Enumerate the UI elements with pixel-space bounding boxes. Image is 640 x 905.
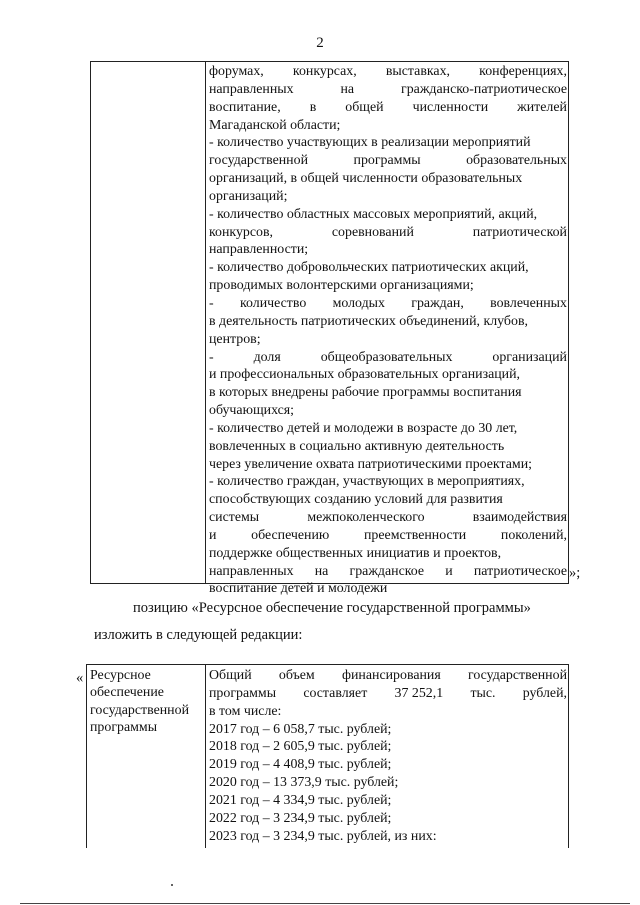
text-word: воспитание, bbox=[209, 99, 281, 115]
text-word: проводимых волонтерскими организациями; bbox=[209, 278, 474, 294]
text-word: вовлеченных bbox=[490, 295, 567, 311]
text-word: преемственности bbox=[364, 527, 467, 543]
text-word: доля bbox=[253, 349, 281, 365]
text-word: конкурсах, bbox=[292, 64, 357, 79]
text-word: и bbox=[209, 527, 217, 543]
text-line bbox=[209, 738, 567, 756]
text-word: через увеличение охвата патриотическими проектами; bbox=[209, 456, 532, 472]
text-word: - количество детей и молодежи в возрасте до 30 лет, bbox=[209, 420, 518, 436]
resources-table-right-border bbox=[568, 664, 569, 848]
text-word: патриотической bbox=[472, 224, 567, 240]
text-line bbox=[209, 152, 567, 170]
text-line bbox=[209, 206, 567, 224]
text-line bbox=[209, 703, 567, 721]
text-line: государственной bbox=[90, 702, 189, 718]
text-line: Ресурсное bbox=[90, 668, 151, 683]
text-line bbox=[209, 134, 567, 152]
text-word: общеобразовательных bbox=[320, 349, 453, 365]
text-word: 2022 год – 3 234,9 тыс. рублей; bbox=[209, 810, 392, 826]
text-word: организаций; bbox=[209, 188, 288, 204]
text-word: и bbox=[445, 563, 453, 579]
text-word: форумах, bbox=[209, 64, 264, 79]
text-word: в bbox=[309, 99, 317, 115]
text-word: в которых внедрены рабочие программы воспитания bbox=[209, 385, 522, 401]
text-word: способствующих созданию условий для развития bbox=[209, 492, 503, 508]
paragraph-line-2: изложить в следующей редакции: bbox=[94, 627, 303, 643]
text-word: межпоколенческого bbox=[307, 510, 425, 526]
text-word: выставках, bbox=[385, 64, 451, 79]
text-word: организаций bbox=[492, 349, 567, 365]
text-line bbox=[209, 792, 567, 810]
resources-table-divider bbox=[205, 664, 206, 848]
text-word: 2021 год – 4 334,9 тыс. рублей; bbox=[209, 792, 392, 808]
text-line bbox=[209, 366, 567, 384]
text-word: программы bbox=[353, 153, 421, 169]
text-line bbox=[209, 491, 567, 509]
text-line bbox=[209, 259, 567, 277]
text-word: 2019 год – 4 408,9 тыс. рублей; bbox=[209, 757, 392, 773]
text-word: патриотическое bbox=[473, 563, 567, 579]
resources-table-top-border bbox=[86, 664, 569, 665]
text-word: в деятельность патриотических объединений, клубов, bbox=[209, 313, 528, 329]
text-line bbox=[209, 295, 567, 313]
text-word: на bbox=[314, 563, 329, 579]
text-line bbox=[209, 667, 567, 685]
text-line bbox=[209, 473, 567, 491]
text-line bbox=[209, 545, 567, 563]
text-line: обеспечение bbox=[90, 685, 164, 701]
text-word: программы bbox=[209, 685, 277, 701]
text-line bbox=[209, 188, 567, 206]
page-bottom-rule bbox=[20, 903, 630, 904]
indicators-table-divider bbox=[205, 61, 206, 584]
text-word: тыс. bbox=[470, 685, 496, 701]
text-word: соревнований bbox=[331, 224, 414, 240]
text-word: государственной bbox=[468, 668, 567, 683]
text-word: 2020 год – 13 373,9 тыс. рублей; bbox=[209, 775, 399, 791]
text-word: конференциях, bbox=[479, 64, 567, 79]
text-line bbox=[209, 456, 567, 474]
text-line bbox=[209, 527, 567, 545]
text-line bbox=[209, 241, 567, 259]
text-line bbox=[209, 349, 567, 367]
text-word: организаций, в общей численности образовательных bbox=[209, 171, 523, 187]
closing-quote: »; bbox=[569, 565, 581, 581]
resources-table-left-border bbox=[86, 664, 87, 848]
funding-list bbox=[209, 667, 567, 845]
text-word: - количество добровольческих патриотических акций, bbox=[209, 260, 529, 276]
page-number: 2 bbox=[316, 35, 324, 51]
text-line bbox=[209, 420, 567, 438]
text-word: молодых bbox=[332, 295, 385, 311]
text-line bbox=[209, 331, 567, 349]
text-word: обеспечению bbox=[251, 527, 330, 543]
text-line bbox=[209, 277, 567, 295]
text-line bbox=[209, 810, 567, 828]
text-word: граждан, bbox=[411, 295, 464, 311]
text-word: 37 252,1 bbox=[394, 685, 444, 701]
text-word: государственной bbox=[209, 153, 308, 169]
text-word: гражданское bbox=[349, 563, 425, 579]
text-word: - bbox=[209, 349, 214, 365]
text-word: взаимодействия bbox=[472, 510, 567, 526]
text-line bbox=[209, 170, 567, 188]
text-word: направленных bbox=[209, 563, 294, 579]
text-word: жителей bbox=[517, 99, 567, 115]
text-line bbox=[209, 438, 567, 456]
text-line bbox=[209, 563, 567, 581]
text-line bbox=[209, 224, 567, 242]
text-word: 2018 год – 2 605,9 тыс. рублей; bbox=[209, 739, 392, 755]
text-line: программы bbox=[90, 720, 158, 736]
text-line bbox=[209, 99, 567, 117]
text-word: поколений, bbox=[500, 527, 567, 543]
text-word: численности bbox=[412, 99, 489, 115]
text-word: вовлеченных в социально активную деятельность bbox=[209, 438, 505, 454]
text-word: составляет bbox=[303, 685, 368, 701]
resources-label bbox=[90, 667, 205, 737]
text-line bbox=[209, 756, 567, 774]
text-line bbox=[209, 81, 567, 99]
text-line bbox=[209, 685, 567, 703]
text-line bbox=[209, 384, 567, 402]
text-word: гражданско-патриотическое bbox=[401, 81, 567, 97]
text-word: общей bbox=[345, 99, 384, 115]
text-word: финансирования bbox=[341, 668, 441, 683]
text-word: - количество граждан, участвующих в мероприятиях, bbox=[209, 474, 525, 490]
text-word: системы bbox=[209, 510, 260, 526]
text-line bbox=[209, 117, 567, 135]
text-word: - количество участвующих в реализации мероприятий bbox=[209, 135, 531, 151]
text-line bbox=[209, 313, 567, 331]
text-word: воспитание детей и молодежи bbox=[209, 581, 388, 597]
text-word: объем bbox=[278, 668, 315, 683]
text-line bbox=[209, 828, 567, 846]
text-word: в том числе: bbox=[209, 703, 282, 719]
text-line bbox=[209, 63, 567, 81]
text-word: на bbox=[340, 81, 355, 97]
text-word: поддержке общественных инициатив и проектов, bbox=[209, 545, 502, 561]
text-word: 2023 год – 3 234,9 тыс. рублей, из них: bbox=[209, 828, 437, 844]
paragraph-line-1: позицию «Ресурсное обеспечение государственной программы» bbox=[133, 600, 531, 616]
text-word: 2017 год – 6 058,7 тыс. рублей; bbox=[209, 721, 392, 737]
text-word: рублей, bbox=[522, 685, 567, 701]
text-line bbox=[209, 402, 567, 420]
text-word: образовательных bbox=[466, 153, 567, 169]
text-word: количество bbox=[239, 295, 307, 311]
text-word: направленных bbox=[209, 81, 294, 97]
text-line bbox=[209, 774, 567, 792]
indicators-list bbox=[209, 63, 567, 598]
text-word: и профессиональных образовательных организаций, bbox=[209, 367, 521, 383]
text-word: направленности; bbox=[209, 242, 309, 258]
text-line bbox=[209, 509, 567, 527]
text-line bbox=[209, 580, 567, 598]
page-mark bbox=[171, 884, 173, 886]
text-word: - bbox=[209, 295, 214, 311]
text-word: конкурсов, bbox=[209, 224, 274, 240]
text-word: обучающихся; bbox=[209, 403, 295, 419]
text-word: Магаданской области; bbox=[209, 117, 341, 133]
text-word: Общий bbox=[209, 668, 252, 683]
text-word: центров; bbox=[209, 331, 261, 347]
text-line bbox=[209, 721, 567, 739]
text-word: - количество областных массовых мероприятий, акций, bbox=[209, 206, 538, 222]
opening-quote: « bbox=[76, 670, 84, 686]
